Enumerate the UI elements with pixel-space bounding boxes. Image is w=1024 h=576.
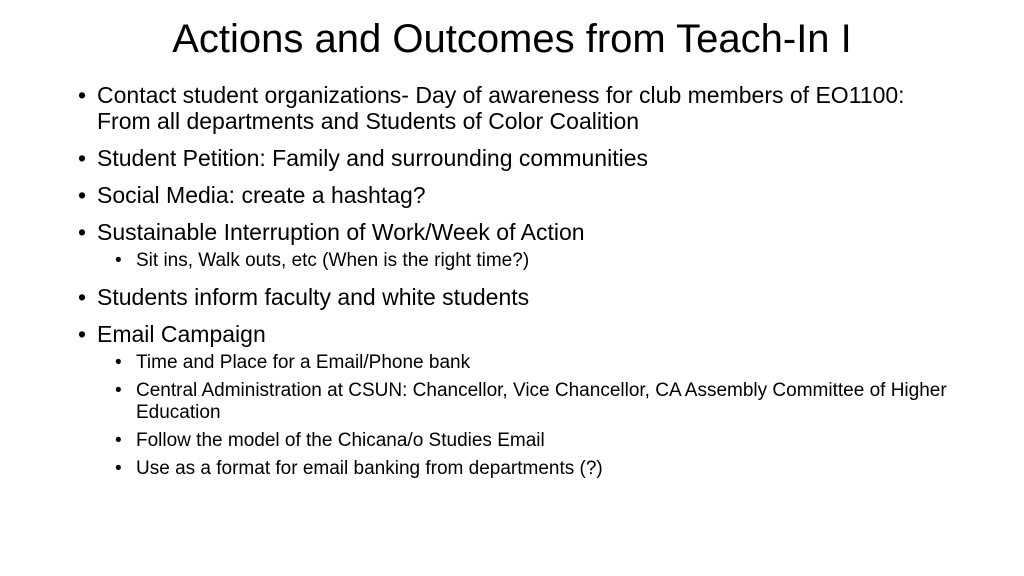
sub-bullet-dot-icon: •	[115, 250, 122, 271]
sub-bullet-list	[115, 250, 958, 272]
bullet-dot-icon: •	[78, 219, 87, 245]
bullet-item	[78, 145, 958, 171]
bullet-dot-icon: •	[78, 182, 87, 208]
bullet-text: Social Media: create a hashtag?	[97, 182, 426, 208]
sub-bullet-dot-icon: •	[115, 352, 122, 373]
sub-bullet-text: Follow the model of the Chicana/o Studies Email	[136, 430, 545, 451]
bullet-text: Sustainable Interruption of Work/Week of Action	[97, 219, 585, 245]
bullet-text: Student Petition: Family and surrounding communities	[97, 145, 649, 171]
bullet-dot-icon: •	[78, 284, 87, 310]
bullet-dot-icon: •	[78, 82, 87, 108]
sub-bullet-text: Use as a format for email banking from departments (?)	[136, 458, 603, 479]
sub-bullet-text: Time and Place for a Email/Phone bank	[136, 352, 471, 373]
sub-bullet-item	[115, 352, 958, 374]
sub-bullet-item	[115, 250, 958, 272]
sub-bullet-text: Sit ins, Walk outs, etc (When is the right time?)	[136, 250, 530, 271]
bullet-item	[78, 82, 958, 134]
bullet-dot-icon: •	[78, 321, 87, 347]
bullet-item	[78, 219, 958, 272]
sub-bullet-dot-icon: •	[115, 380, 122, 401]
sub-bullet-dot-icon: •	[115, 430, 122, 451]
sub-bullet-item	[115, 458, 958, 480]
sub-bullet-dot-icon: •	[115, 458, 122, 479]
bullet-text: Students inform faculty and white students	[97, 284, 530, 310]
bullet-dot-icon: •	[78, 145, 87, 171]
slide-content	[78, 82, 958, 492]
sub-bullet-item	[115, 430, 958, 452]
sub-bullet-item	[115, 380, 958, 424]
bullet-item	[78, 182, 958, 208]
sub-bullet-text: Central Administration at CSUN: Chancellor, Vice Chancellor, CA Assembly Committee of Higher Education	[136, 380, 947, 423]
bullet-item	[78, 284, 958, 310]
bullet-text: Email Campaign	[97, 321, 266, 347]
sub-bullet-list	[115, 352, 958, 480]
bullet-item	[78, 321, 958, 480]
bullet-text: Contact student organizations- Day of awareness for club members of EO1100: From all departments and Students of Color Coalition	[97, 82, 905, 134]
slide-title: Actions and Outcomes from Teach-In I	[172, 17, 852, 61]
bullet-list	[78, 82, 958, 480]
